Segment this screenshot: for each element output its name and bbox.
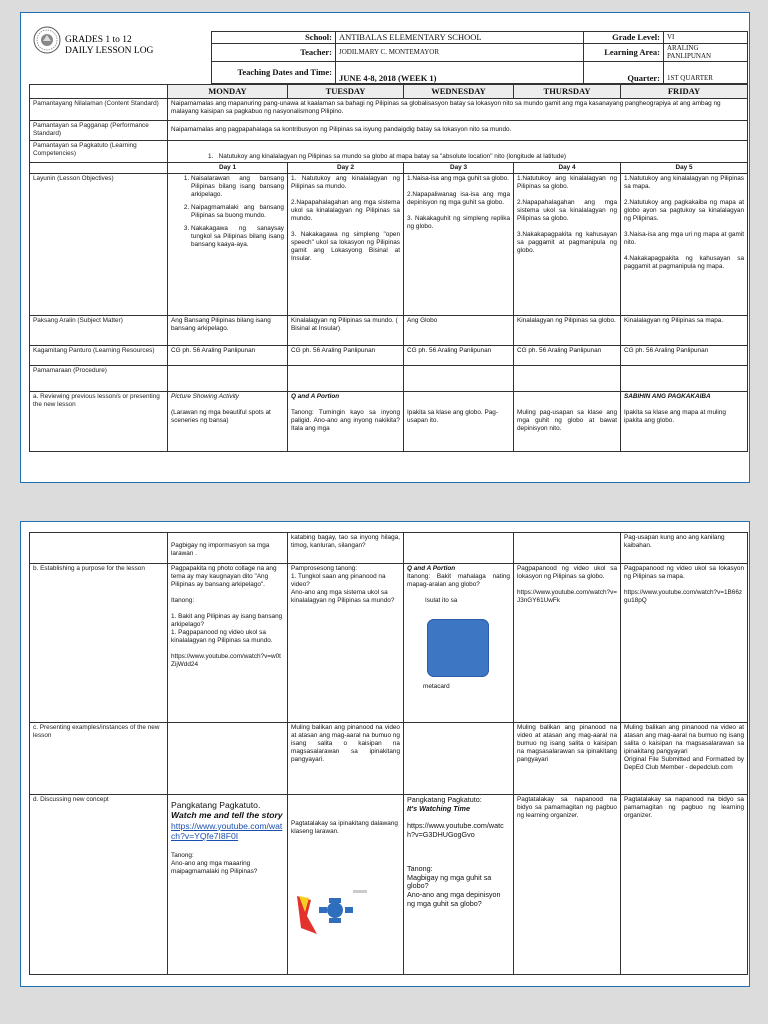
objectives-row xyxy=(30,173,748,315)
objective-item: 1. Naisalarawan ang bansang Pilipinas bilang isang bansang arkipelago. xyxy=(191,175,284,199)
log-title: GRADES 1 to 12 DAILY LESSON LOG xyxy=(65,35,154,56)
day-thursday: THURSDAY xyxy=(514,85,621,99)
day-friday: FRIDAY xyxy=(621,85,748,99)
video-link[interactable]: https://www.youtube.com/watch?v=J3nGY61UwFk xyxy=(517,589,617,604)
review-wednesday: Ipakita sa klase ang globo. Pag-usapan ito. xyxy=(404,391,514,451)
concept-thursday: Pagtatalakay sa napanood na bidyo sa pamamagitan ng pagbuo ng learning organizer. xyxy=(514,795,621,975)
purpose-label: b. Establishing a purpose for the lesson xyxy=(30,564,168,723)
lesson-table-page-2 xyxy=(29,532,748,975)
day-monday: MONDAY xyxy=(168,85,288,99)
teaching-dates-label: Teaching Dates and Time: xyxy=(212,62,336,84)
procedure-label: Pamamaraan (Procedure) xyxy=(30,365,168,391)
day-number-4: Day 4 xyxy=(514,162,621,173)
content-standard-label: Pamantayang Nilalaman (Content Standard) xyxy=(30,98,168,120)
purpose-thursday: Pagpapanood ng video ukol sa lokasyon ng Pilipinas sa globo. https://www.youtube.com/watch?v=J3nGY61UwFk xyxy=(514,564,621,723)
content-standard-text: Naipamamalas ang mapanuring pang-unawa at kaalaman sa bahagi ng Pilipinas sa globalisasyon batay sa lokasyon nito sa mundo gamit ang mga kasanayang pangheograpiya at ang ambag ng malayang kaisipan sa pagkabuo ng nasyonalismong Pilipino. xyxy=(168,98,748,120)
teacher-value: JODILMARY C. MONTEMAYOR xyxy=(336,43,584,62)
objectives-thursday: 1.Natutukoy ang kinalalagyan ng Pilipinas sa globo. 2.Napapahalagahan ang mga sistema ukol sa kinalalagyan ng Pilipinas sa globo. 3.Nakakapagpakita ng kahusayan sa paggamit at pagmanipula ng globo. xyxy=(514,173,621,315)
video-link[interactable]: https://www.youtube.com/watch?v=w0tZijWdd24 xyxy=(171,653,281,668)
concept-monday: Pangkatang Pagkatuto. Watch me and tell the story https://www.youtube.com/watch?v=YQfe7I8F0I Tanong: Ano-ano ang mga maaaring maipagmamalaki ng Pilipinas? xyxy=(168,795,288,975)
day-number-1: Day 1 xyxy=(168,162,288,173)
grade-level-label: Grade Level: xyxy=(584,32,664,44)
objectives-tuesday: 1. Natutukoy ang kinalalagyan ng Pilipinas sa mundo. 2.Napapahalagahan ang mga sistema ukol sa kinalalagyan ng Pilipinas sa mundo. 3. Nakakagawa ng simpleng "open speech" ukol sa lokasyon ng Pilipinas gamit ang Lokasyong Bisinal at Insular. xyxy=(288,173,404,315)
objective-item: 2. Naipagmamalaki ang bansang Pilipinas sa buong mundo. xyxy=(191,204,284,220)
subject-matter-cell: Kinalalagyan ng Pilipinas sa mundo. ( Bisinal at Insular) xyxy=(288,315,404,345)
resources-cell: CG ph. 56 Araling Panlipunan xyxy=(168,345,288,365)
purpose-monday: Pagpapakita ng photo collage na ang tema ay may kaugnayan dito "Ang Pilipinas ay bansang arkipelago". Itanong: 1. Bakit ang Pilipinas ay isang bansang arkipelago? 1. Pagpapanood ng video ukol sa kinalalagyan ng Pilipinas sa mundo. https://www.youtube.com/watch?v=w0tZijWdd24 xyxy=(168,564,288,723)
subject-matter-row xyxy=(30,315,748,345)
learning-organizer-image xyxy=(291,882,400,945)
lesson-log-page-1 xyxy=(20,12,750,483)
learning-area-value: ARALING PANLIPUNAN xyxy=(664,43,748,62)
examples-friday: Muling balikan ang pinanood na video at atasan ang mag-aaral na bumuo ng isang salita o kaisipan na magsasalarawan sa ipinakitang pangyayari Original File Submitted and Formatted by DepEd Club Member - depedclub.com xyxy=(621,723,748,795)
concept-friday: Pagtatalakay sa napanood na bidyo sa pamamagitan ng pagbuo ng learning organizer. xyxy=(621,795,748,975)
subject-matter-cell: Kinalalagyan ng Pilipinas sa mapa. xyxy=(621,315,748,345)
purpose-tuesday: Pamprosesong tanong: 1. Tungkol saan ang pinanood na video? Ano-ano ang mga sistema ukol sa kinalalagyan ng Pilipinas sa mundo? xyxy=(288,564,404,723)
resources-cell: CG ph. 56 Araling Panlipunan xyxy=(621,345,748,365)
resources-cell: CG ph. 56 Araling Panlipunan xyxy=(288,345,404,365)
examples-thursday: Muling balikan ang pinanood na video at atasan ang mag-aaral na bumuo ng isang salita o kaisipan na magsasalarawan sa ipinakitang pangyayari xyxy=(514,723,621,795)
day-number-2: Day 2 xyxy=(288,162,404,173)
quarter-label: Quarter: xyxy=(584,62,664,84)
video-link[interactable]: https://www.youtube.com/watch?v=YQfe7I8F0I xyxy=(171,820,283,841)
teaching-dates-value: JUNE 4-8, 2018 (WEEK 1) xyxy=(336,62,584,84)
deped-seal-icon xyxy=(33,26,61,54)
content-standard-row xyxy=(30,98,748,120)
resources-label: Kagamitang Panturo (Learning Resources) xyxy=(30,345,168,365)
performance-standard-row xyxy=(30,120,748,140)
review-continued-row xyxy=(30,533,748,564)
objective-item: 3. Nakakagawa ng sanaysay tungkol sa Pilipinas bilang isang bansang kaaya-aya. xyxy=(191,225,284,249)
review-friday: SABIHIN ANG PAGKAKAIBA Ipakita sa klase ang mapa at muling ipakita ang globo. xyxy=(621,391,748,451)
review-tuesday: Q and A Portion Tanong: Tumingin kayo sa inyong paligid. Ano-ano ang inyong nakikita? Itala ang mga xyxy=(288,391,404,451)
concept-tuesday: Pagtatalakay sa ipinakitang dalawang klaseng larawan. xyxy=(288,795,404,975)
day-wednesday: WEDNESDAY xyxy=(404,85,514,99)
review-thursday: Muling pag-usapan sa klase ang mga guhit ng globo at bawat depinisyon nito. xyxy=(514,391,621,451)
review-monday-cont: Pagbigay ng impormasyon sa mga larawan . xyxy=(168,533,288,564)
day-header-row xyxy=(30,85,748,99)
school-label: School: xyxy=(212,32,336,44)
grade-level-value: VI xyxy=(664,32,748,44)
subject-matter-cell: Ang Bansang Pilipinas bilang isang bansang arkipelago. xyxy=(168,315,288,345)
teacher-label: Teacher: xyxy=(212,43,336,62)
performance-standard-text: Naipamamalas ang pagpapahalaga sa kontribusyon ng Pilipinas sa isyung pandaigdig batay sa lokasyon nito sa mundo. xyxy=(168,120,748,140)
review-friday-cont: Pag-usapan kung ano ang kanilang kaibahan. xyxy=(621,533,748,564)
day-number-row xyxy=(30,162,748,173)
concept-wednesday: Pangkatang Pagkatuto: It's Watching Time https://www.youtube.com/watch?v=G3DHUGogGvo Tanong: Magbigay ng mga guhit sa globo? Ano-ano ang mga depinisyon ng mga guhit sa globo? xyxy=(404,795,514,975)
purpose-row xyxy=(30,564,748,723)
review-label: a. Reviewing previous lesson/s or presenting the new lesson xyxy=(30,391,168,451)
performance-standard-label: Pamantayan sa Pagganap (Performance Standard) xyxy=(30,120,168,140)
subject-matter-label: Paksang Aralin (Subject Matter) xyxy=(30,315,168,345)
day-tuesday: TUESDAY xyxy=(288,85,404,99)
day-number-5: Day 5 xyxy=(621,162,748,173)
concept-row xyxy=(30,795,748,975)
review-tuesday-cont: katabing bagay, tao sa inyong hilaga, timog, kanluran, silangan? xyxy=(288,533,404,564)
competencies-row: Pamantayan sa Pagkatuto (Learning Competencies) 1. Natutukoy ang kinalalagyan ng Pilipinas sa mundo sa globo at mapa batay sa "absolute location" nito (longitude at latitude) xyxy=(30,140,748,162)
competencies-label: Pamantayan sa Pagkatuto (Learning Competencies) xyxy=(30,140,168,162)
concept-label: d. Discussing new concept xyxy=(30,795,168,975)
school-value: ANTIBALAS ELEMENTARY SCHOOL xyxy=(336,32,584,44)
procedure-row xyxy=(30,365,748,391)
purpose-wednesday: Q and A Portion Itanong: Bakit mahalaga nating mapag-aralan ang globo? Isulat ito sa metacard xyxy=(404,564,514,723)
competencies-text: Natutukoy ang kinalalagyan ng Pilipinas sa mundo sa globo at mapa batay sa "absolute location" nito (longitude at latitude) xyxy=(218,152,567,160)
subject-matter-cell: Kinalalagyan ng Pilipinas sa globo. xyxy=(514,315,621,345)
objectives-label: Layunin (Lesson Objectives) xyxy=(30,173,168,315)
purpose-friday: Pagpapanood ng video ukol sa lokasyon ng Pilipinas sa mapa. https://www.youtube.com/watch?v=1B66zgu18pQ xyxy=(621,564,748,723)
lesson-table-page-1 xyxy=(29,84,748,452)
video-link[interactable]: https://www.youtube.com/watch?v=G3DHUGogGvo xyxy=(407,820,504,839)
review-monday: Picture Showing Activity (Larawan ng mga beautiful spots at sceneries ng bansa) xyxy=(168,391,288,451)
header-table xyxy=(211,31,748,84)
examples-tuesday: Muling balikan ang pinanood na video at atasan ang mag-aaral na bumuo ng isang salita o kaisipan na magsasalarawan sa ipinakitang pangyayari. xyxy=(288,723,404,795)
video-link[interactable]: https://www.youtube.com/watch?v=1B66zgu18pQ xyxy=(624,589,743,604)
objectives-friday: 1.Natutukoy ang kinalalagyan ng Pilipinas sa mapa. 2.Natutukoy ang pagkakaiba ng mapa at globo ayon sa pagtukoy sa kinalalagyan ng Pilipinas. 3.Naisa-isa ang mga uri ng mapa at gamit nito. 4.Nakakapagpakita ng kahusayan sa paggamit at pagmanipula ng mapa. xyxy=(621,173,748,315)
metacard-image xyxy=(427,619,489,677)
resources-row xyxy=(30,345,748,365)
learning-area-label: Learning Area: xyxy=(584,43,664,62)
day-number-3: Day 3 xyxy=(404,162,514,173)
resources-cell: CG ph. 56 Araling Panlipunan xyxy=(514,345,621,365)
review-row xyxy=(30,391,748,451)
examples-row xyxy=(30,723,748,795)
resources-cell: CG ph. 56 Araling Panlipunan xyxy=(404,345,514,365)
objectives-monday xyxy=(168,173,288,315)
subject-matter-cell: Ang Globo xyxy=(404,315,514,345)
objectives-wednesday: 1.Naisa-isa ang mga guhit sa globo. 2.Napapaliwanag isa-isa ang mga depinisyon ng mga guhit sa globo. 3. Nakakaguhit ng simpleng replika ng globo. xyxy=(404,173,514,315)
quarter-value: 1ST QUARTER xyxy=(664,62,748,84)
examples-label: c. Presenting examples/instances of the new lesson xyxy=(30,723,168,795)
lesson-log-page-2 xyxy=(20,521,750,987)
